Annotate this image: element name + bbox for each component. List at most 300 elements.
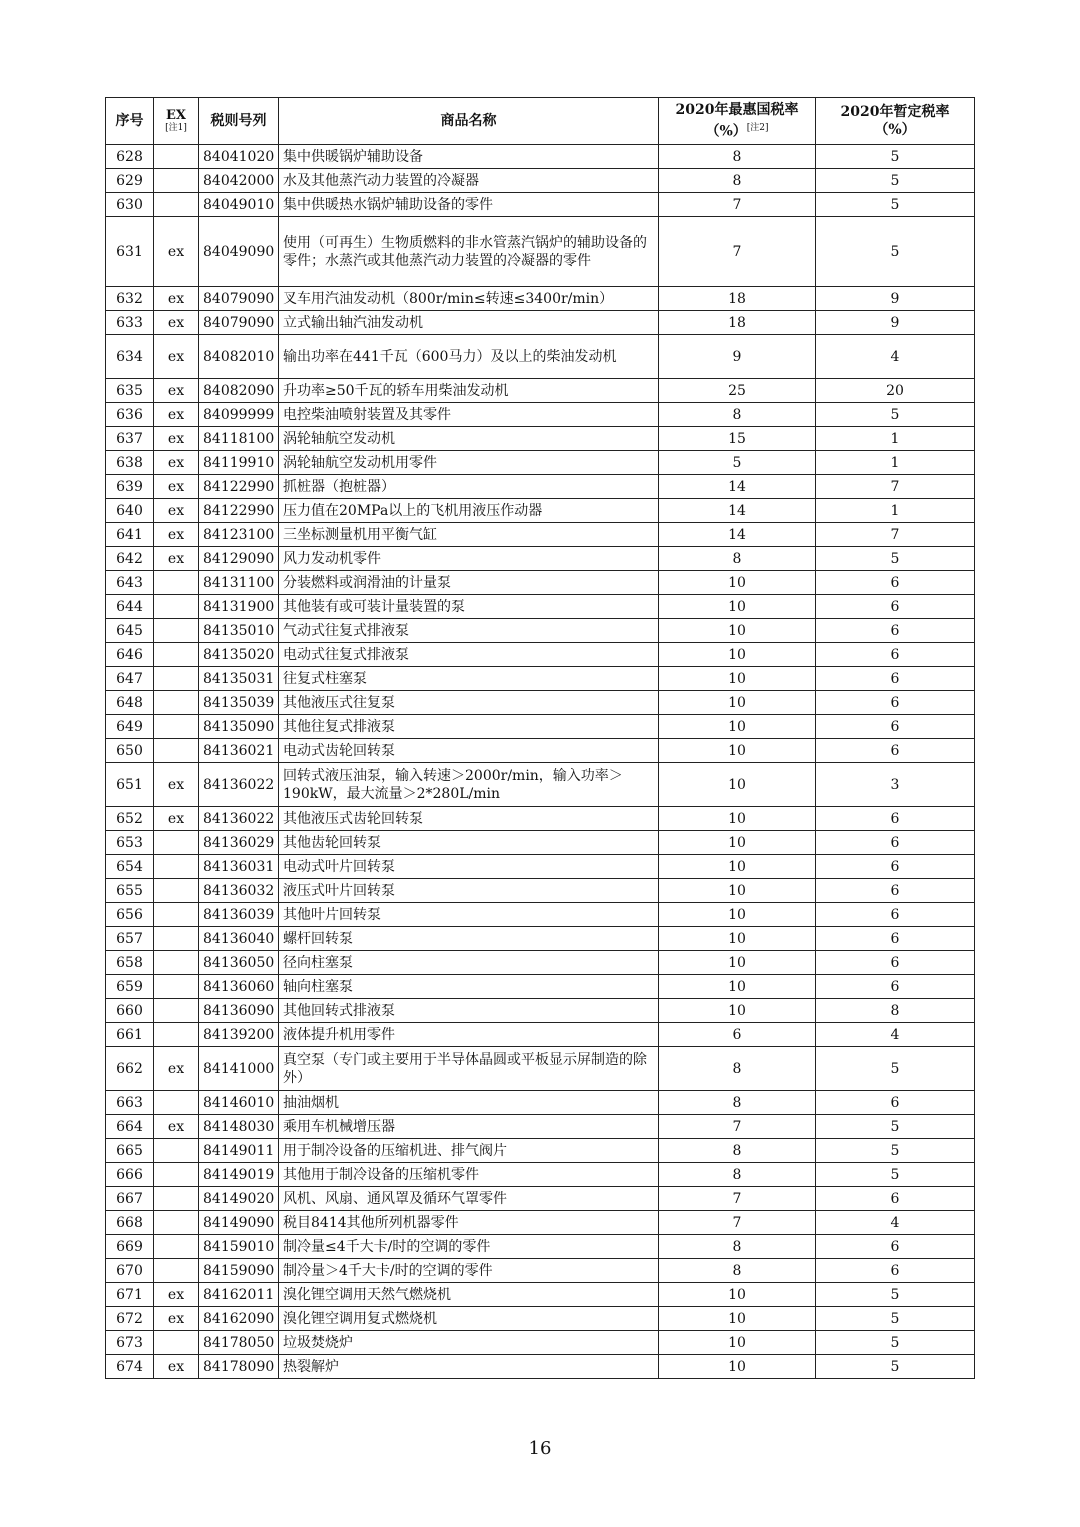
table-header-row — [106, 98, 975, 145]
cell-provisional-rate: 5 — [816, 169, 975, 193]
cell-code: 84136021 — [199, 739, 279, 763]
cell-code: 84136039 — [199, 903, 279, 927]
cell-provisional-rate: 6 — [816, 879, 975, 903]
cell-ex — [154, 999, 199, 1023]
cell-name: 真空泵（专门或主要用于半导体晶圆或平板显示屏制造的除外） — [279, 1047, 659, 1091]
cell-seq: 668 — [106, 1211, 154, 1235]
header-mfn — [659, 98, 816, 145]
header-mfn-line2: （%） — [705, 123, 747, 140]
cell-mfn-rate: 10 — [659, 643, 816, 667]
cell-ex: ex — [154, 403, 199, 427]
cell-code: 84135090 — [199, 715, 279, 739]
table-row — [106, 1023, 975, 1047]
cell-seq: 672 — [106, 1307, 154, 1331]
cell-seq: 634 — [106, 335, 154, 379]
cell-name: 压力值在20MPa以上的飞机用液压作动器 — [279, 499, 659, 523]
cell-mfn-rate: 10 — [659, 855, 816, 879]
cell-mfn-rate: 10 — [659, 667, 816, 691]
cell-mfn-rate: 14 — [659, 475, 816, 499]
table-row — [106, 1355, 975, 1379]
cell-name: 其他叶片回转泵 — [279, 903, 659, 927]
cell-code: 84099999 — [199, 403, 279, 427]
cell-seq: 630 — [106, 193, 154, 217]
cell-code: 84159010 — [199, 1235, 279, 1259]
cell-provisional-rate: 6 — [816, 595, 975, 619]
cell-mfn-rate: 9 — [659, 335, 816, 379]
cell-provisional-rate: 6 — [816, 739, 975, 763]
cell-seq: 643 — [106, 571, 154, 595]
cell-mfn-rate: 18 — [659, 287, 816, 311]
table-row — [106, 1235, 975, 1259]
cell-provisional-rate: 8 — [816, 999, 975, 1023]
cell-name: 电动式叶片回转泵 — [279, 855, 659, 879]
cell-ex — [154, 1211, 199, 1235]
cell-mfn-rate: 8 — [659, 1139, 816, 1163]
cell-ex: ex — [154, 427, 199, 451]
cell-name: 用于制冷设备的压缩机进、排气阀片 — [279, 1139, 659, 1163]
cell-ex: ex — [154, 287, 199, 311]
table-row — [106, 619, 975, 643]
cell-mfn-rate: 7 — [659, 1211, 816, 1235]
cell-seq: 663 — [106, 1091, 154, 1115]
cell-ex — [154, 715, 199, 739]
cell-provisional-rate: 1 — [816, 499, 975, 523]
table-row — [106, 739, 975, 763]
cell-code: 84118100 — [199, 427, 279, 451]
cell-mfn-rate: 8 — [659, 169, 816, 193]
cell-provisional-rate: 5 — [816, 403, 975, 427]
cell-seq: 660 — [106, 999, 154, 1023]
cell-code: 84042000 — [199, 169, 279, 193]
cell-provisional-rate: 6 — [816, 1187, 975, 1211]
cell-seq: 637 — [106, 427, 154, 451]
cell-code: 84136032 — [199, 879, 279, 903]
cell-mfn-rate: 14 — [659, 499, 816, 523]
cell-seq: 644 — [106, 595, 154, 619]
cell-name: 抽油烟机 — [279, 1091, 659, 1115]
cell-mfn-rate: 10 — [659, 1283, 816, 1307]
cell-code: 84041020 — [199, 145, 279, 169]
cell-mfn-rate: 10 — [659, 807, 816, 831]
cell-code: 84131100 — [199, 571, 279, 595]
cell-name: 叉车用汽油发动机（800r/min≤转速≤3400r/min） — [279, 287, 659, 311]
cell-ex: ex — [154, 475, 199, 499]
cell-provisional-rate: 6 — [816, 571, 975, 595]
cell-ex — [154, 1163, 199, 1187]
table-row — [106, 379, 975, 403]
cell-provisional-rate: 9 — [816, 311, 975, 335]
cell-name: 抓桩器（抱桩器） — [279, 475, 659, 499]
table-row — [106, 451, 975, 475]
cell-mfn-rate: 8 — [659, 1163, 816, 1187]
cell-provisional-rate: 7 — [816, 475, 975, 499]
table-row — [106, 903, 975, 927]
cell-seq: 642 — [106, 547, 154, 571]
table-row — [106, 145, 975, 169]
cell-ex: ex — [154, 1355, 199, 1379]
cell-code: 84122990 — [199, 499, 279, 523]
table-row — [106, 311, 975, 335]
cell-mfn-rate: 10 — [659, 951, 816, 975]
cell-name: 溴化锂空调用天然气燃烧机 — [279, 1283, 659, 1307]
cell-code: 84135010 — [199, 619, 279, 643]
cell-ex: ex — [154, 217, 199, 287]
cell-provisional-rate: 6 — [816, 691, 975, 715]
cell-seq: 631 — [106, 217, 154, 287]
cell-provisional-rate: 5 — [816, 1163, 975, 1187]
header-provisional-line1: 2020年暂定税率 — [840, 104, 950, 120]
cell-provisional-rate: 5 — [816, 1139, 975, 1163]
cell-code: 84123100 — [199, 523, 279, 547]
cell-mfn-rate: 10 — [659, 571, 816, 595]
cell-ex: ex — [154, 335, 199, 379]
cell-seq: 666 — [106, 1163, 154, 1187]
cell-code: 84136022 — [199, 807, 279, 831]
cell-provisional-rate: 6 — [816, 643, 975, 667]
cell-seq: 667 — [106, 1187, 154, 1211]
cell-ex: ex — [154, 807, 199, 831]
table-row — [106, 335, 975, 379]
cell-name: 垃圾焚烧炉 — [279, 1331, 659, 1355]
table-row — [106, 951, 975, 975]
cell-name: 集中供暖热水锅炉辅助设备的零件 — [279, 193, 659, 217]
cell-ex — [154, 1023, 199, 1047]
table-row — [106, 217, 975, 287]
cell-ex — [154, 903, 199, 927]
cell-code: 84162011 — [199, 1283, 279, 1307]
cell-ex — [154, 571, 199, 595]
cell-ex: ex — [154, 1283, 199, 1307]
table-row — [106, 499, 975, 523]
cell-name: 集中供暖锅炉辅助设备 — [279, 145, 659, 169]
cell-mfn-rate: 5 — [659, 451, 816, 475]
cell-provisional-rate: 5 — [816, 217, 975, 287]
cell-seq: 659 — [106, 975, 154, 999]
cell-name: 乘用车机械增压器 — [279, 1115, 659, 1139]
header-ex-note: [注1] — [165, 123, 187, 133]
cell-ex — [154, 691, 199, 715]
cell-name: 电动式往复式排液泵 — [279, 643, 659, 667]
cell-provisional-rate: 5 — [816, 1307, 975, 1331]
cell-code: 84122990 — [199, 475, 279, 499]
cell-seq: 652 — [106, 807, 154, 831]
cell-provisional-rate: 6 — [816, 831, 975, 855]
cell-code: 84139200 — [199, 1023, 279, 1047]
header-provisional-line2: （%） — [874, 122, 916, 138]
cell-mfn-rate: 10 — [659, 879, 816, 903]
cell-ex — [154, 1331, 199, 1355]
cell-name: 涡轮轴航空发动机用零件 — [279, 451, 659, 475]
cell-provisional-rate: 4 — [816, 335, 975, 379]
cell-code: 84135031 — [199, 667, 279, 691]
cell-provisional-rate: 5 — [816, 193, 975, 217]
cell-seq: 646 — [106, 643, 154, 667]
cell-ex — [154, 951, 199, 975]
cell-code: 84136031 — [199, 855, 279, 879]
cell-ex — [154, 1139, 199, 1163]
page-number: 16 — [528, 1438, 552, 1459]
cell-seq: 628 — [106, 145, 154, 169]
table-body — [106, 145, 975, 1379]
cell-name: 三坐标测量机用平衡气缸 — [279, 523, 659, 547]
cell-provisional-rate: 5 — [816, 145, 975, 169]
cell-code: 84178090 — [199, 1355, 279, 1379]
cell-mfn-rate: 10 — [659, 595, 816, 619]
cell-seq: 650 — [106, 739, 154, 763]
table-row — [106, 547, 975, 571]
cell-name: 使用（可再生）生物质燃料的非水管蒸汽锅炉的辅助设备的零件；水蒸汽或其他蒸汽动力装置的冷凝器的零件 — [279, 217, 659, 287]
cell-code: 84149011 — [199, 1139, 279, 1163]
cell-ex: ex — [154, 499, 199, 523]
table-row — [106, 1211, 975, 1235]
cell-code: 84162090 — [199, 1307, 279, 1331]
cell-code: 84129090 — [199, 547, 279, 571]
cell-provisional-rate: 5 — [816, 1331, 975, 1355]
cell-name: 溴化锂空调用复式燃烧机 — [279, 1307, 659, 1331]
table-row — [106, 571, 975, 595]
cell-seq: 661 — [106, 1023, 154, 1047]
table-row — [106, 1047, 975, 1091]
cell-name: 立式输出轴汽油发动机 — [279, 311, 659, 335]
cell-mfn-rate: 10 — [659, 691, 816, 715]
cell-seq: 674 — [106, 1355, 154, 1379]
cell-seq: 657 — [106, 927, 154, 951]
table-row — [106, 1283, 975, 1307]
cell-name: 其他齿轮回转泵 — [279, 831, 659, 855]
table-row — [106, 475, 975, 499]
cell-name: 液体提升机用零件 — [279, 1023, 659, 1047]
cell-provisional-rate: 6 — [816, 1259, 975, 1283]
cell-mfn-rate: 10 — [659, 1307, 816, 1331]
cell-name: 输出功率在441千瓦（600马力）及以上的柴油发动机 — [279, 335, 659, 379]
cell-code: 84146010 — [199, 1091, 279, 1115]
tariff-table — [105, 97, 975, 1379]
cell-mfn-rate: 10 — [659, 1331, 816, 1355]
cell-seq: 632 — [106, 287, 154, 311]
cell-name: 电动式齿轮回转泵 — [279, 739, 659, 763]
cell-provisional-rate: 5 — [816, 547, 975, 571]
cell-provisional-rate: 6 — [816, 1235, 975, 1259]
table-row — [106, 427, 975, 451]
cell-provisional-rate: 5 — [816, 1283, 975, 1307]
cell-ex: ex — [154, 451, 199, 475]
cell-provisional-rate: 6 — [816, 855, 975, 879]
cell-ex — [154, 975, 199, 999]
cell-provisional-rate: 6 — [816, 619, 975, 643]
table-row — [106, 831, 975, 855]
table-row — [106, 403, 975, 427]
table-row — [106, 1139, 975, 1163]
cell-mfn-rate: 10 — [659, 619, 816, 643]
cell-mfn-rate: 8 — [659, 1235, 816, 1259]
cell-seq: 647 — [106, 667, 154, 691]
cell-seq: 649 — [106, 715, 154, 739]
cell-ex — [154, 1259, 199, 1283]
cell-mfn-rate: 8 — [659, 1091, 816, 1115]
table-row — [106, 595, 975, 619]
cell-ex — [154, 1235, 199, 1259]
cell-name: 液压式叶片回转泵 — [279, 879, 659, 903]
cell-ex: ex — [154, 311, 199, 335]
cell-seq: 629 — [106, 169, 154, 193]
table-row — [106, 1259, 975, 1283]
header-mfn-line1: 2020年最惠国税率 — [675, 102, 799, 119]
cell-code: 84049010 — [199, 193, 279, 217]
cell-code: 84159090 — [199, 1259, 279, 1283]
cell-code: 84082090 — [199, 379, 279, 403]
cell-seq: 671 — [106, 1283, 154, 1307]
table-row — [106, 691, 975, 715]
cell-seq: 641 — [106, 523, 154, 547]
cell-mfn-rate: 7 — [659, 1115, 816, 1139]
cell-provisional-rate: 5 — [816, 1355, 975, 1379]
table-row — [106, 807, 975, 831]
cell-mfn-rate: 8 — [659, 403, 816, 427]
cell-seq: 645 — [106, 619, 154, 643]
cell-name: 气动式往复式排液泵 — [279, 619, 659, 643]
cell-ex — [154, 927, 199, 951]
cell-provisional-rate: 6 — [816, 951, 975, 975]
cell-name: 其他液压式往复泵 — [279, 691, 659, 715]
cell-code: 84149090 — [199, 1211, 279, 1235]
cell-ex — [154, 643, 199, 667]
cell-seq: 653 — [106, 831, 154, 855]
table-row — [106, 523, 975, 547]
table-row — [106, 1307, 975, 1331]
cell-code: 84136029 — [199, 831, 279, 855]
table-row — [106, 1187, 975, 1211]
table-row — [106, 667, 975, 691]
cell-code: 84131900 — [199, 595, 279, 619]
cell-name: 其他往复式排液泵 — [279, 715, 659, 739]
cell-mfn-rate: 10 — [659, 975, 816, 999]
cell-mfn-rate: 10 — [659, 999, 816, 1023]
cell-provisional-rate: 3 — [816, 763, 975, 807]
cell-name: 制冷量＞4千大卡/时的空调的零件 — [279, 1259, 659, 1283]
cell-seq: 636 — [106, 403, 154, 427]
table-row — [106, 169, 975, 193]
cell-seq: 669 — [106, 1235, 154, 1259]
header-provisional — [816, 98, 975, 145]
table-row — [106, 193, 975, 217]
cell-name: 径向柱塞泵 — [279, 951, 659, 975]
cell-mfn-rate: 8 — [659, 1259, 816, 1283]
cell-code: 84135039 — [199, 691, 279, 715]
cell-mfn-rate: 10 — [659, 903, 816, 927]
cell-mfn-rate: 8 — [659, 1047, 816, 1091]
cell-seq: 654 — [106, 855, 154, 879]
cell-ex: ex — [154, 763, 199, 807]
table-row — [106, 999, 975, 1023]
table-row — [106, 1163, 975, 1187]
cell-seq: 670 — [106, 1259, 154, 1283]
cell-ex: ex — [154, 547, 199, 571]
cell-name: 螺杆回转泵 — [279, 927, 659, 951]
cell-code: 84135020 — [199, 643, 279, 667]
cell-name: 其他液压式齿轮回转泵 — [279, 807, 659, 831]
cell-provisional-rate: 20 — [816, 379, 975, 403]
cell-code: 84079090 — [199, 311, 279, 335]
cell-ex: ex — [154, 523, 199, 547]
cell-mfn-rate: 7 — [659, 217, 816, 287]
cell-name: 升功率≥50千瓦的轿车用柴油发动机 — [279, 379, 659, 403]
cell-ex — [154, 1187, 199, 1211]
cell-mfn-rate: 18 — [659, 311, 816, 335]
cell-seq: 662 — [106, 1047, 154, 1091]
cell-ex: ex — [154, 1115, 199, 1139]
cell-ex — [154, 145, 199, 169]
table-row — [106, 927, 975, 951]
cell-code: 84136022 — [199, 763, 279, 807]
cell-provisional-rate: 4 — [816, 1211, 975, 1235]
header-seq: 序号 — [106, 98, 154, 145]
cell-name: 水及其他蒸汽动力装置的冷凝器 — [279, 169, 659, 193]
cell-provisional-rate: 7 — [816, 523, 975, 547]
cell-code: 84141000 — [199, 1047, 279, 1091]
cell-code: 84119910 — [199, 451, 279, 475]
cell-name: 轴向柱塞泵 — [279, 975, 659, 999]
cell-provisional-rate: 6 — [816, 715, 975, 739]
cell-ex — [154, 169, 199, 193]
cell-name: 电控柴油喷射装置及其零件 — [279, 403, 659, 427]
cell-mfn-rate: 6 — [659, 1023, 816, 1047]
cell-provisional-rate: 6 — [816, 1091, 975, 1115]
cell-provisional-rate: 5 — [816, 1047, 975, 1091]
cell-provisional-rate: 5 — [816, 1115, 975, 1139]
table-row — [106, 1091, 975, 1115]
cell-mfn-rate: 10 — [659, 739, 816, 763]
cell-seq: 638 — [106, 451, 154, 475]
cell-code: 84149020 — [199, 1187, 279, 1211]
header-mfn-note: [注2] — [746, 123, 769, 134]
cell-mfn-rate: 7 — [659, 193, 816, 217]
table-row — [106, 715, 975, 739]
cell-code: 84149019 — [199, 1163, 279, 1187]
header-name: 商品名称 — [279, 98, 659, 145]
cell-name: 其他装有或可装计量装置的泵 — [279, 595, 659, 619]
table-row — [106, 1331, 975, 1355]
cell-ex — [154, 855, 199, 879]
cell-ex — [154, 739, 199, 763]
cell-name: 其他用于制冷设备的压缩机零件 — [279, 1163, 659, 1187]
cell-ex — [154, 831, 199, 855]
cell-name: 回转式液压油泵，输入转速＞2000r/min，输入功率＞190kW，最大流量＞2*280L/min — [279, 763, 659, 807]
header-ex — [154, 98, 199, 145]
cell-seq: 655 — [106, 879, 154, 903]
cell-name: 分装燃料或润滑油的计量泵 — [279, 571, 659, 595]
cell-mfn-rate: 15 — [659, 427, 816, 451]
cell-mfn-rate: 14 — [659, 523, 816, 547]
table-row — [106, 855, 975, 879]
cell-ex — [154, 619, 199, 643]
cell-code: 84136050 — [199, 951, 279, 975]
cell-code: 84136040 — [199, 927, 279, 951]
cell-seq: 640 — [106, 499, 154, 523]
cell-seq: 656 — [106, 903, 154, 927]
table-row — [106, 763, 975, 807]
cell-provisional-rate: 1 — [816, 427, 975, 451]
table-row — [106, 879, 975, 903]
cell-name: 涡轮轴航空发动机 — [279, 427, 659, 451]
cell-seq: 633 — [106, 311, 154, 335]
cell-mfn-rate: 10 — [659, 763, 816, 807]
cell-name: 税目8414其他所列机器零件 — [279, 1211, 659, 1235]
cell-provisional-rate: 6 — [816, 903, 975, 927]
cell-code: 84148030 — [199, 1115, 279, 1139]
cell-seq: 635 — [106, 379, 154, 403]
cell-mfn-rate: 10 — [659, 927, 816, 951]
cell-mfn-rate: 10 — [659, 1355, 816, 1379]
